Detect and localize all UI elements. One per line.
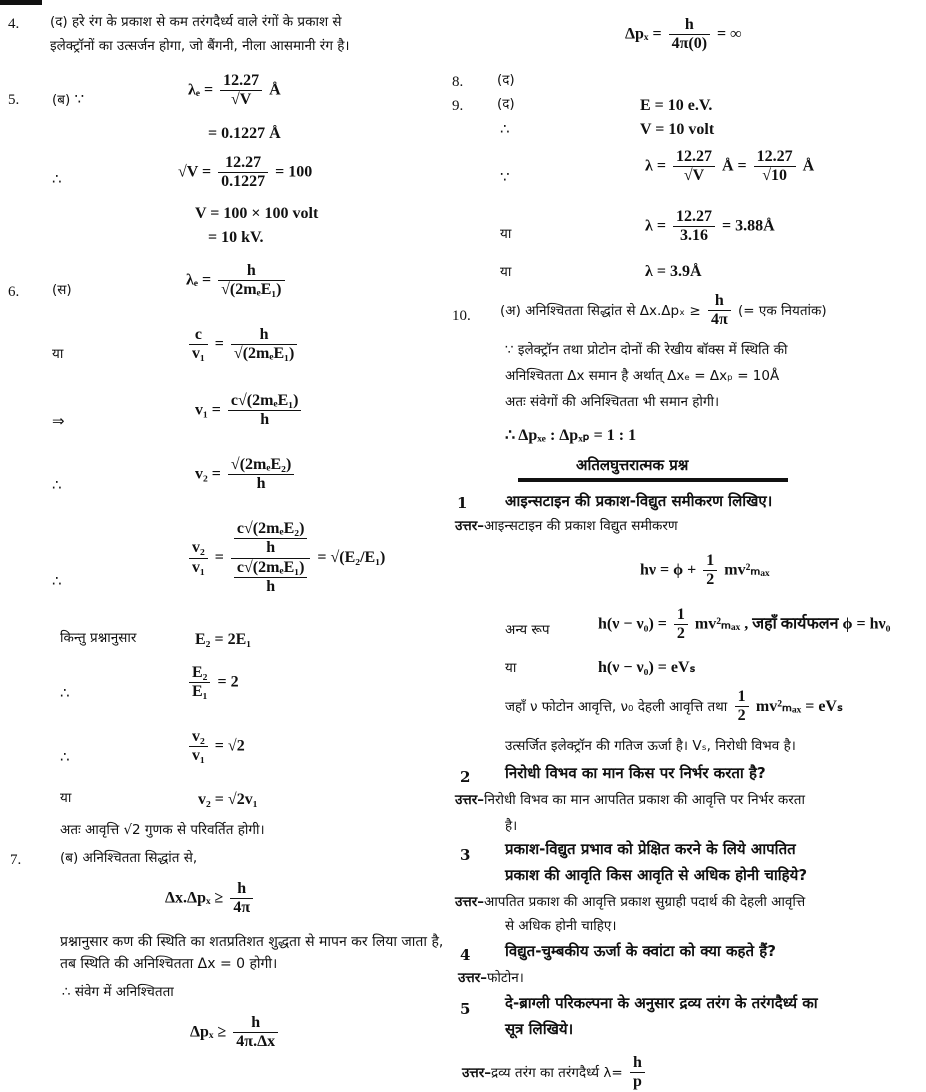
q10-para1: ∵ इलेक्ट्रॉन तथा प्रोटोन दोनों की रेखीय बॉक्स में स्थिति की [505,342,788,358]
q7-line: ∴ संवेग में अनिश्चितता [62,984,174,1000]
section-title-box [518,456,788,482]
vs5-number: 5 [460,1000,471,1018]
q5-eq4: V = 100 × 100 volt [195,205,319,222]
q6-eq2: $\frac{c}{\text{v₁}}$ = $\frac{h}{\text{√(2mₑE₁)}}$ [186,326,300,364]
q6-therefore-4: ∴ [60,748,70,766]
vs4-question: विद्युत-चुम्बकीय ऊर्जा के क्वांटा को क्या कहते हैं? [505,942,776,960]
q5-eq1: λₑ = $\frac{12.27}{√V}$ Å [188,72,281,109]
q9-number: 9. [452,98,464,114]
q8-option: (द) [497,72,515,88]
q6-eq1: λₑ = $\frac{h}{\text{√(2mₑE₁)}}$ [186,262,288,300]
q6-therefore-3: ∴ [60,684,70,702]
vs1-anya: अन्य रूप [505,622,550,638]
q10-ratio: ∴ Δpₓₑ : Δpₓₚ = 1 : 1 [505,427,637,444]
q9-e3: λ = $\frac{12.27}{√V}$ Å = $\frac{12.27}{√10}$ Å [645,148,815,185]
q6-therefore-1: ∴ [52,476,62,494]
q7-head: (ब) अनिश्चितता सिद्धांत से, [60,850,198,866]
section-title: अतिलघुत्तरात्मक प्रश्न [576,456,689,474]
q9-e2: V = 10 volt [640,121,715,138]
vs1-line4: जहाँ ν फोटोन आवृत्ति, ν₀ देहली आवृत्ति तथा $\frac{1}{2}$ mv²ₘₐₓ = eVₛ [505,688,843,725]
q9-e1: E = 10 e.V. [640,97,713,114]
vs3-question-1: प्रकाश-विद्युत प्रभाव को प्रेक्षित करने के लिये आपतित [505,840,796,858]
q6-conclusion: अतः आवृत्ति √2 गुणक से परिवर्तित होगी। [60,822,265,838]
q7-number: 7. [10,852,22,868]
q8-number: 8. [452,74,464,90]
q9-e5: λ = 3.9Å [645,263,702,280]
q6-eq5: $\frac{\text{v₂}}{\text{v₁}}$ = $\frac{\frac{\text{c√(2mₑE₂)}}{h}}{\frac{\text{c√(2mₑE₁)}}{h}}$ = √(E₂/E₁) [186,520,385,597]
vs1-eq3: h(ν − ν₀) = eVₛ [598,659,696,676]
q10-number: 10. [452,308,471,324]
q6-therefore-2: ∴ [52,572,62,590]
vs1-ya: या [505,660,517,676]
q5-eq5: = 10 kV. [208,229,264,246]
q9-because: ∵ [500,168,510,186]
vs2-answer-1: उत्तर–निरोधी विभव का मान आपतित प्रकाश की आवृत्ति पर निर्भर करता [455,792,805,808]
q6-implies: ⇒ [52,412,65,430]
vs4-answer: उत्तर–फोटोन। [458,970,524,986]
vs2-answer-2: है। [505,818,518,834]
q7-eq1: Δx.Δpₓ ≥ $\frac{h}{4\pi}$ [165,880,256,918]
q10-head: (अ) अनिश्चितता सिद्धांत से Δx.Δpₓ ≥ $\frac{h}{4\pi}$ (= एक नियतांक) [500,292,827,329]
q4-line2: इलेक्ट्रॉनों का उत्सर्जन होगा, जो बैंगनी, नीला आसमानी रंग है। [50,38,350,54]
vs1-eq2: h(ν − ν₀) = $\frac{1}{2}$ mv²ₘₐₓ , जहाँ कार्यफलन ϕ = hν₀ [598,606,891,643]
q7-eq2: Δpₓ ≥ $\frac{h}{4\pi.\Delta x}$ [190,1014,281,1052]
vs1-eq1: hν = ϕ + $\frac{1}{2}$ mv²ₘₐₓ [640,552,770,589]
q4-number: 4. [8,16,20,32]
q9-option: (द) [497,96,515,112]
q5-number: 5. [8,92,20,108]
q6-eq3: v₁ = $\frac{\text{c√(2mₑE₁)}}{h}$ [195,392,304,430]
top-black-bar [0,0,42,5]
vs1-answer: उत्तर–आइन्सटाइन की प्रकाश विद्युत समीकरण [455,518,678,534]
vs2-question: निरोधी विभव का मान किस पर निर्भर करता है? [505,764,766,782]
q5-eq3: √V = $\frac{12.27}{0.1227}$ = 100 [178,154,313,191]
q5-option: (ब) ∵ [52,90,85,108]
q9-e4: λ = $\frac{12.27}{3.16}$ = 3.88Å [645,208,775,245]
q6-eq8: $\frac{\text{v₂}}{\text{v₁}}$ = √2 [186,728,245,766]
vs3-answer-1: उत्तर–आपतित प्रकाश की आवृत्ति प्रकाश सुग्राही पदार्थ की देहली आवृत्ति [455,894,806,910]
q6-kintu-eq: E₂ = 2E₁ [195,631,252,648]
vs1-question: आइन्सटाइन की प्रकाश-विद्युत समीकरण लिखिए। [505,492,773,510]
q6-ya-2: या [60,790,72,806]
q10-para3: अतः संवेगों की अनिश्चितता भी समान होगी। [505,394,720,410]
q6-eq7: $\frac{\text{E₂}}{\text{E₁}}$ = 2 [186,664,239,702]
vs5-question-1: दे-ब्राग्ली परिकल्पना के अनुसार द्रव्य तरंग के तरंगदैर्ध्य का [505,994,818,1012]
q9-therefore: ∴ [500,120,510,138]
vs3-question-2: प्रकाश की आवृति किस आवृति से अधिक होनी चाहिये? [505,866,808,884]
q9-ya-2: या [500,264,512,280]
vs3-number: 3 [460,846,471,864]
q10-para2: अनिश्चितता Δx समान है अर्थात् Δxₑ = Δxₚ = 10Å [505,368,780,384]
q6-eq9: v₂ = √2v₁ [198,791,258,808]
vs2-number: 2 [460,768,471,786]
q6-number: 6. [8,284,20,300]
q6-option: (स) [52,282,72,298]
q6-eq4: v₂ = $\frac{\text{√(2mₑE₂)}}{h}$ [195,456,297,494]
vs3-answer-2: से अधिक होनी चाहिए। [505,918,617,934]
vs1-number: 1 [457,494,468,512]
vs5-question-2: सूत्र लिखिये। [505,1020,574,1038]
q5-therefore: ∴ [52,170,62,188]
vs4-number: 4 [460,946,471,964]
q6-ya: या [52,346,64,362]
q7-paragraph: प्रश्नानुसार कण की स्थिति का शतप्रतिशत शुद्धता से मापन कर लिया जाता है, तब स्थिति की अनिश्चितता Δx = 0 होगी। [60,934,444,972]
section-rule [518,478,788,482]
vs1-line5: उत्सर्जित इलेक्ट्रॉन की गतिज ऊर्जा है। Vₛ, निरोधी विभव है। [505,738,796,754]
q6-kintu: किन्तु प्रश्नानुसार [60,630,137,646]
q4-line1: (द) हरे रंग के प्रकाश से कम तरंगदैर्ध्य वाले रंगों के प्रकाश से [50,14,342,30]
q9-ya-1: या [500,226,512,242]
q5-eq2: = 0.1227 Å [208,125,281,142]
top-right-eq: Δpₓ = $\frac{h}{4\pi(0)}$ = ∞ [625,16,742,53]
vs5-answer: उत्तर–द्रव्य तरंग का तरंगदैर्ध्य λ= $\frac{h}{p}$ [462,1054,648,1092]
